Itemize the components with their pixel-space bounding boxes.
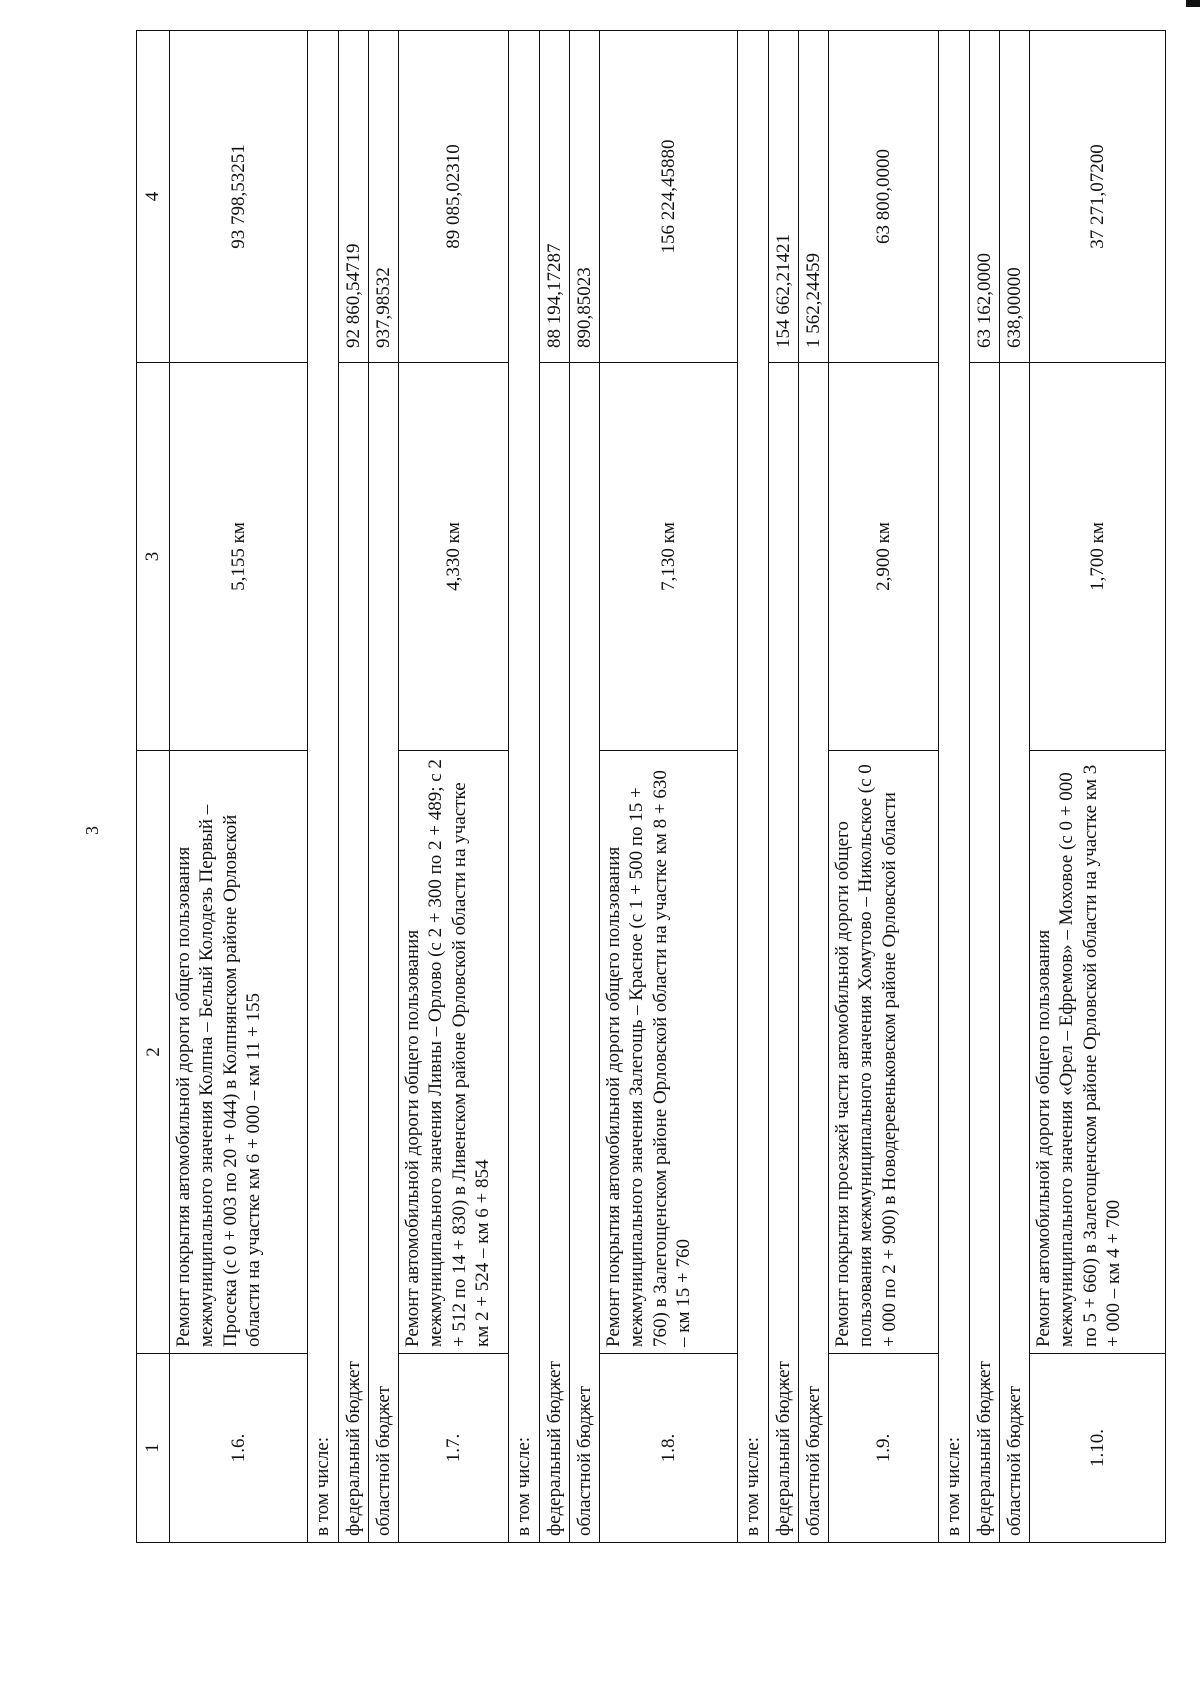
item-number: 1.10. — [1030, 1354, 1166, 1543]
item-number: 1.7. — [399, 1354, 509, 1543]
item-number: 1.8. — [600, 1354, 738, 1543]
regional-label: областной бюджет — [799, 363, 829, 1543]
table-row-item — [829, 31, 939, 1543]
federal-amount: 63 162,0000 — [970, 31, 1000, 363]
item-number: 1.6. — [170, 1354, 308, 1543]
table-row-regional — [1000, 31, 1030, 1543]
header-col-1: 1 — [137, 1354, 170, 1543]
item-number: 1.9. — [829, 1354, 939, 1543]
item-total: 93 798,53251 — [170, 31, 308, 363]
table-row-included — [738, 31, 769, 1543]
table-row-item — [1030, 31, 1166, 1543]
table-row-regional — [570, 31, 600, 1543]
federal-amount: 154 662,21421 — [769, 31, 799, 363]
table-row-item — [170, 31, 308, 1543]
included-label: в том числе: — [738, 31, 769, 1543]
header-col-2: 2 — [137, 751, 170, 1354]
table-row-federal — [769, 31, 799, 1543]
edge-mark — [1186, 0, 1200, 7]
item-total: 156 224,45880 — [600, 31, 738, 363]
regional-label: областной бюджет — [1000, 363, 1030, 1543]
table-row-item — [600, 31, 738, 1543]
page-number: 3 — [82, 826, 102, 835]
included-label: в том числе: — [939, 31, 970, 1543]
table-header-row — [137, 31, 170, 1543]
included-label: в том числе: — [509, 31, 540, 1543]
item-length: 4,330 км — [399, 363, 509, 751]
federal-amount: 88 194,17287 — [540, 31, 570, 363]
item-total: 63 800,0000 — [829, 31, 939, 363]
federal-amount: 92 860,54719 — [339, 31, 369, 363]
table-row-included — [308, 31, 339, 1543]
item-length: 7,130 км — [600, 363, 738, 751]
table-row-regional — [799, 31, 829, 1543]
federal-label: федеральный бюджет — [540, 363, 570, 1543]
regional-amount: 1 562,24459 — [799, 31, 829, 363]
regional-amount: 890,85023 — [570, 31, 600, 363]
header-col-4: 4 — [137, 31, 170, 363]
item-length: 5,155 км — [170, 363, 308, 751]
item-total: 89 085,02310 — [399, 31, 509, 363]
regional-label: областной бюджет — [570, 363, 600, 1543]
item-total: 37 271,07200 — [1030, 31, 1166, 363]
header-col-3: 3 — [137, 363, 170, 751]
item-description: Ремонт автомобильной дороги общего пользования межмуниципального значения «Орел – Ефремов» – Моховое (с 0 + 000 по 5 + 660) в Залегощенском районе Орловской области на участке км 3 + 000 – км 4 + 700 — [1030, 751, 1166, 1354]
table-row-federal — [339, 31, 369, 1543]
federal-label: федеральный бюджет — [970, 363, 1000, 1543]
table-row-regional — [369, 31, 399, 1543]
regional-amount: 937,98532 — [369, 31, 399, 363]
federal-label: федеральный бюджет — [769, 363, 799, 1543]
table-row-federal — [970, 31, 1000, 1543]
item-description: Ремонт покрытия проезжей части автомобильной дороги общего пользования межмуниципального значения Хомутово – Никольское (с 0 + 000 по 2 + 900) в Новодеревеньковском районе Орловской области — [829, 751, 939, 1354]
item-length: 1,700 км — [1030, 363, 1166, 751]
item-description: Ремонт покрытия автомобильной дороги общего пользования межмуниципального значения Колпна – Белый Колодезь Первый – Просека (с 0 + 003 по 20 + 044) в Колпнянском районе Орловской области на участке км 6 + 000 – км 11 + 155 — [170, 751, 308, 1354]
federal-label: федеральный бюджет — [339, 363, 369, 1543]
table-row-included — [509, 31, 540, 1543]
road-repair-budget-table — [136, 30, 1166, 1543]
included-label: в том числе: — [308, 31, 339, 1543]
table-row-included — [939, 31, 970, 1543]
regional-amount: 638,00000 — [1000, 31, 1030, 363]
regional-label: областной бюджет — [369, 363, 399, 1543]
table-row-federal — [540, 31, 570, 1543]
item-description: Ремонт покрытия автомобильной дороги общего пользования межмуниципального значения Залегощь – Красное (с 1 + 500 по 15 + 760) в Залегощенском районе Орловской области на участке км 8 + 630 – км 15 + 760 — [600, 751, 738, 1354]
item-description: Ремонт автомобильной дороги общего пользования межмуниципального значения Ливны – Орлово (с 2 + 300 по 2 + 489; с 2 + 512 по 14 + 830) в Ливенском районе Орловской области на участке км 2 + 524 – км 6 + 854 — [399, 751, 509, 1354]
item-length: 2,900 км — [829, 363, 939, 751]
table-row-item — [399, 31, 509, 1543]
budget-table-rotated — [136, 83, 1125, 1543]
